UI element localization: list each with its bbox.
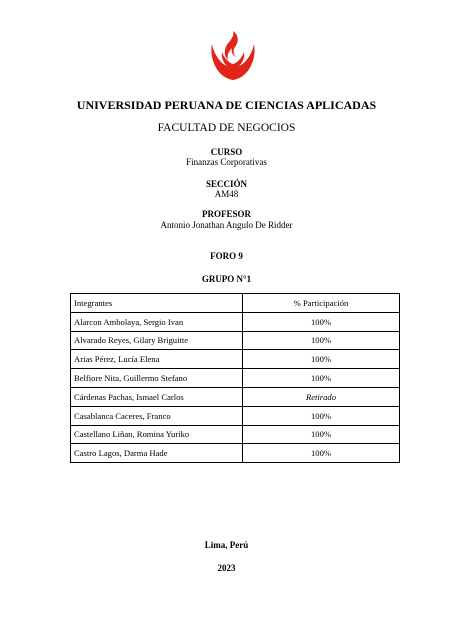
upc-flame-logo-icon <box>206 30 260 84</box>
member-name: Cárdenas Pachas, Ismael Carlos <box>71 387 243 406</box>
table-row <box>71 350 400 369</box>
member-participation: 100% <box>243 350 400 369</box>
member-participation: 100% <box>243 312 400 331</box>
faculty-name: FACULTAD DE NEGOCIOS <box>157 122 296 134</box>
course-value: Finanzas Corporativas <box>186 157 267 167</box>
table-row <box>71 444 400 463</box>
table-header-row <box>71 294 400 313</box>
section-value: AM48 <box>214 189 239 199</box>
table-row <box>71 312 400 331</box>
member-name: Arias Pérez, Lucía Elena <box>71 350 243 369</box>
section-label: SECCIÓN <box>205 179 247 189</box>
forum-title: FORO 9 <box>210 251 243 261</box>
table-row <box>71 331 400 350</box>
group-title: GRUPO N°1 <box>201 274 252 284</box>
member-participation: 100% <box>243 425 400 444</box>
table-row <box>71 406 400 425</box>
professor-label: PROFESOR <box>201 209 251 219</box>
member-participation: 100% <box>243 331 400 350</box>
member-name: Alvarado Reyes, Gilary Briguitte <box>71 331 243 350</box>
member-participation: Retirado <box>243 387 400 406</box>
member-name: Castellano Liñan, Romina Yuriko <box>71 425 243 444</box>
member-participation: 100% <box>243 444 400 463</box>
member-participation: 100% <box>243 406 400 425</box>
location-text: Lima, Perú <box>204 540 249 550</box>
table-row <box>71 369 400 388</box>
professor-value: Antonio Jonathan Angulo De Ridder <box>160 220 293 230</box>
member-participation: 100% <box>243 369 400 388</box>
year-text: 2023 <box>217 563 236 573</box>
member-name: Casablanca Caceres, Franco <box>71 406 243 425</box>
header-integrantes: Integrantes <box>71 294 243 313</box>
table-row <box>71 387 400 406</box>
member-name: Castro Lagos, Darma Hade <box>71 444 243 463</box>
member-name: Alarcon Ambolaya, Sergio Ivan <box>71 312 243 331</box>
table-row <box>71 425 400 444</box>
university-name: UNIVERSIDAD PERUANA DE CIENCIAS APLICADAS <box>76 98 377 112</box>
member-name: Belfiore Nita, Guillermo Stefano <box>71 369 243 388</box>
header-participation: % Participación <box>243 294 400 313</box>
participation-table <box>70 293 400 463</box>
course-label: CURSO <box>210 147 243 157</box>
